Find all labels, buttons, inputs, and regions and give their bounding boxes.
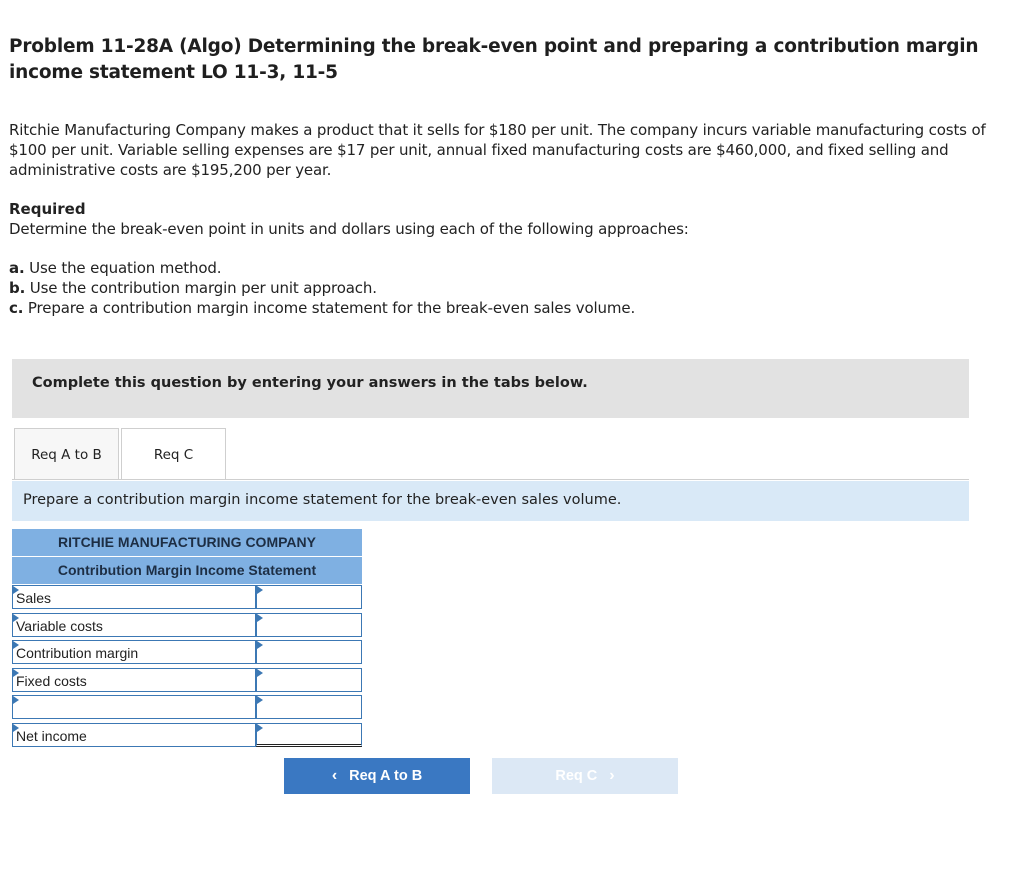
statement-company: RITCHIE MANUFACTURING COMPANY [12, 529, 362, 557]
statement-row-sales [12, 585, 362, 613]
problem-title: Problem 11-28A (Algo) Determining the break-even point and preparing a contribution margin income statement LO 11-3, 11-5 [9, 36, 979, 83]
statement-title: Contribution Margin Income Statement [12, 557, 362, 585]
blank-amount-field[interactable] [257, 696, 361, 718]
fixed-costs-amount-field[interactable] [257, 669, 361, 691]
instruction-panel [12, 359, 969, 418]
statement-row-variable-costs [12, 613, 362, 641]
tab-divider [12, 479, 969, 480]
requirement-a: a. Use the equation method. [9, 259, 222, 277]
tab-req-c[interactable]: Req C [121, 428, 226, 480]
next-button-label: Req C [555, 768, 598, 784]
row-label[interactable]: Sales [12, 585, 256, 609]
amount-input[interactable] [256, 585, 362, 609]
row-label[interactable]: Variable costs [12, 613, 256, 637]
next-button[interactable] [492, 758, 678, 794]
amount-input[interactable] [256, 723, 362, 747]
requirement-b: b. Use the contribution margin per unit approach. [9, 279, 377, 297]
amount-input[interactable] [256, 640, 362, 664]
row-label[interactable]: Contribution margin [12, 640, 256, 664]
dropdown-marker-icon [257, 614, 263, 622]
statement-row-blank [12, 695, 362, 723]
sales-amount-field[interactable] [257, 586, 361, 608]
panel-instruction: Complete this question by entering your answers in the tabs below. [32, 375, 588, 391]
requirement-c: c. Prepare a contribution margin income statement for the break-even sales volume. [9, 299, 636, 317]
required-text: Determine the break-even point in units and dollars using each of the following approaches: [9, 220, 689, 238]
amount-input[interactable] [256, 613, 362, 637]
income-statement [12, 529, 362, 750]
dropdown-marker-icon [257, 724, 263, 732]
row-label[interactable] [12, 695, 256, 719]
dropdown-marker-icon [13, 586, 19, 594]
net-income-amount-field[interactable] [257, 724, 361, 744]
dropdown-marker-icon [257, 696, 263, 704]
requirements-list [9, 258, 635, 318]
dropdown-marker-icon [13, 669, 19, 677]
tab-instruction: Prepare a contribution margin income statement for the break-even sales volume. [12, 481, 969, 521]
chevron-right-icon: › [609, 767, 615, 784]
row-label[interactable]: Fixed costs [12, 668, 256, 692]
dropdown-marker-icon [257, 641, 263, 649]
contribution-margin-amount-field[interactable] [257, 641, 361, 663]
amount-input[interactable] [256, 668, 362, 692]
dropdown-marker-icon [13, 696, 19, 704]
chevron-left-icon: ‹ [331, 767, 338, 784]
amount-input[interactable] [256, 695, 362, 719]
dropdown-marker-icon [13, 724, 19, 732]
prev-button[interactable] [284, 758, 470, 794]
dropdown-marker-icon [13, 614, 19, 622]
required-heading: Required [9, 200, 86, 218]
statement-row-contribution-margin [12, 640, 362, 668]
statement-row-fixed-costs [12, 668, 362, 696]
variable-costs-amount-field[interactable] [257, 614, 361, 636]
problem-description: Ritchie Manufacturing Company makes a product that it sells for $180 per unit. The company incurs variable manufacturing costs of $100 per unit. Variable selling expenses are $17 per unit, annual fixed manufacturing costs are $460,000, and fixed selling and administrative costs are $195,200 per year. [9, 121, 986, 179]
row-label[interactable]: Net income [12, 723, 256, 747]
tab-req-a-to-b[interactable]: Req A to B [14, 428, 119, 480]
dropdown-marker-icon [257, 586, 263, 594]
statement-row-net-income [12, 723, 362, 751]
prev-button-label: Req A to B [349, 768, 423, 784]
dropdown-marker-icon [257, 669, 263, 677]
dropdown-marker-icon [13, 641, 19, 649]
